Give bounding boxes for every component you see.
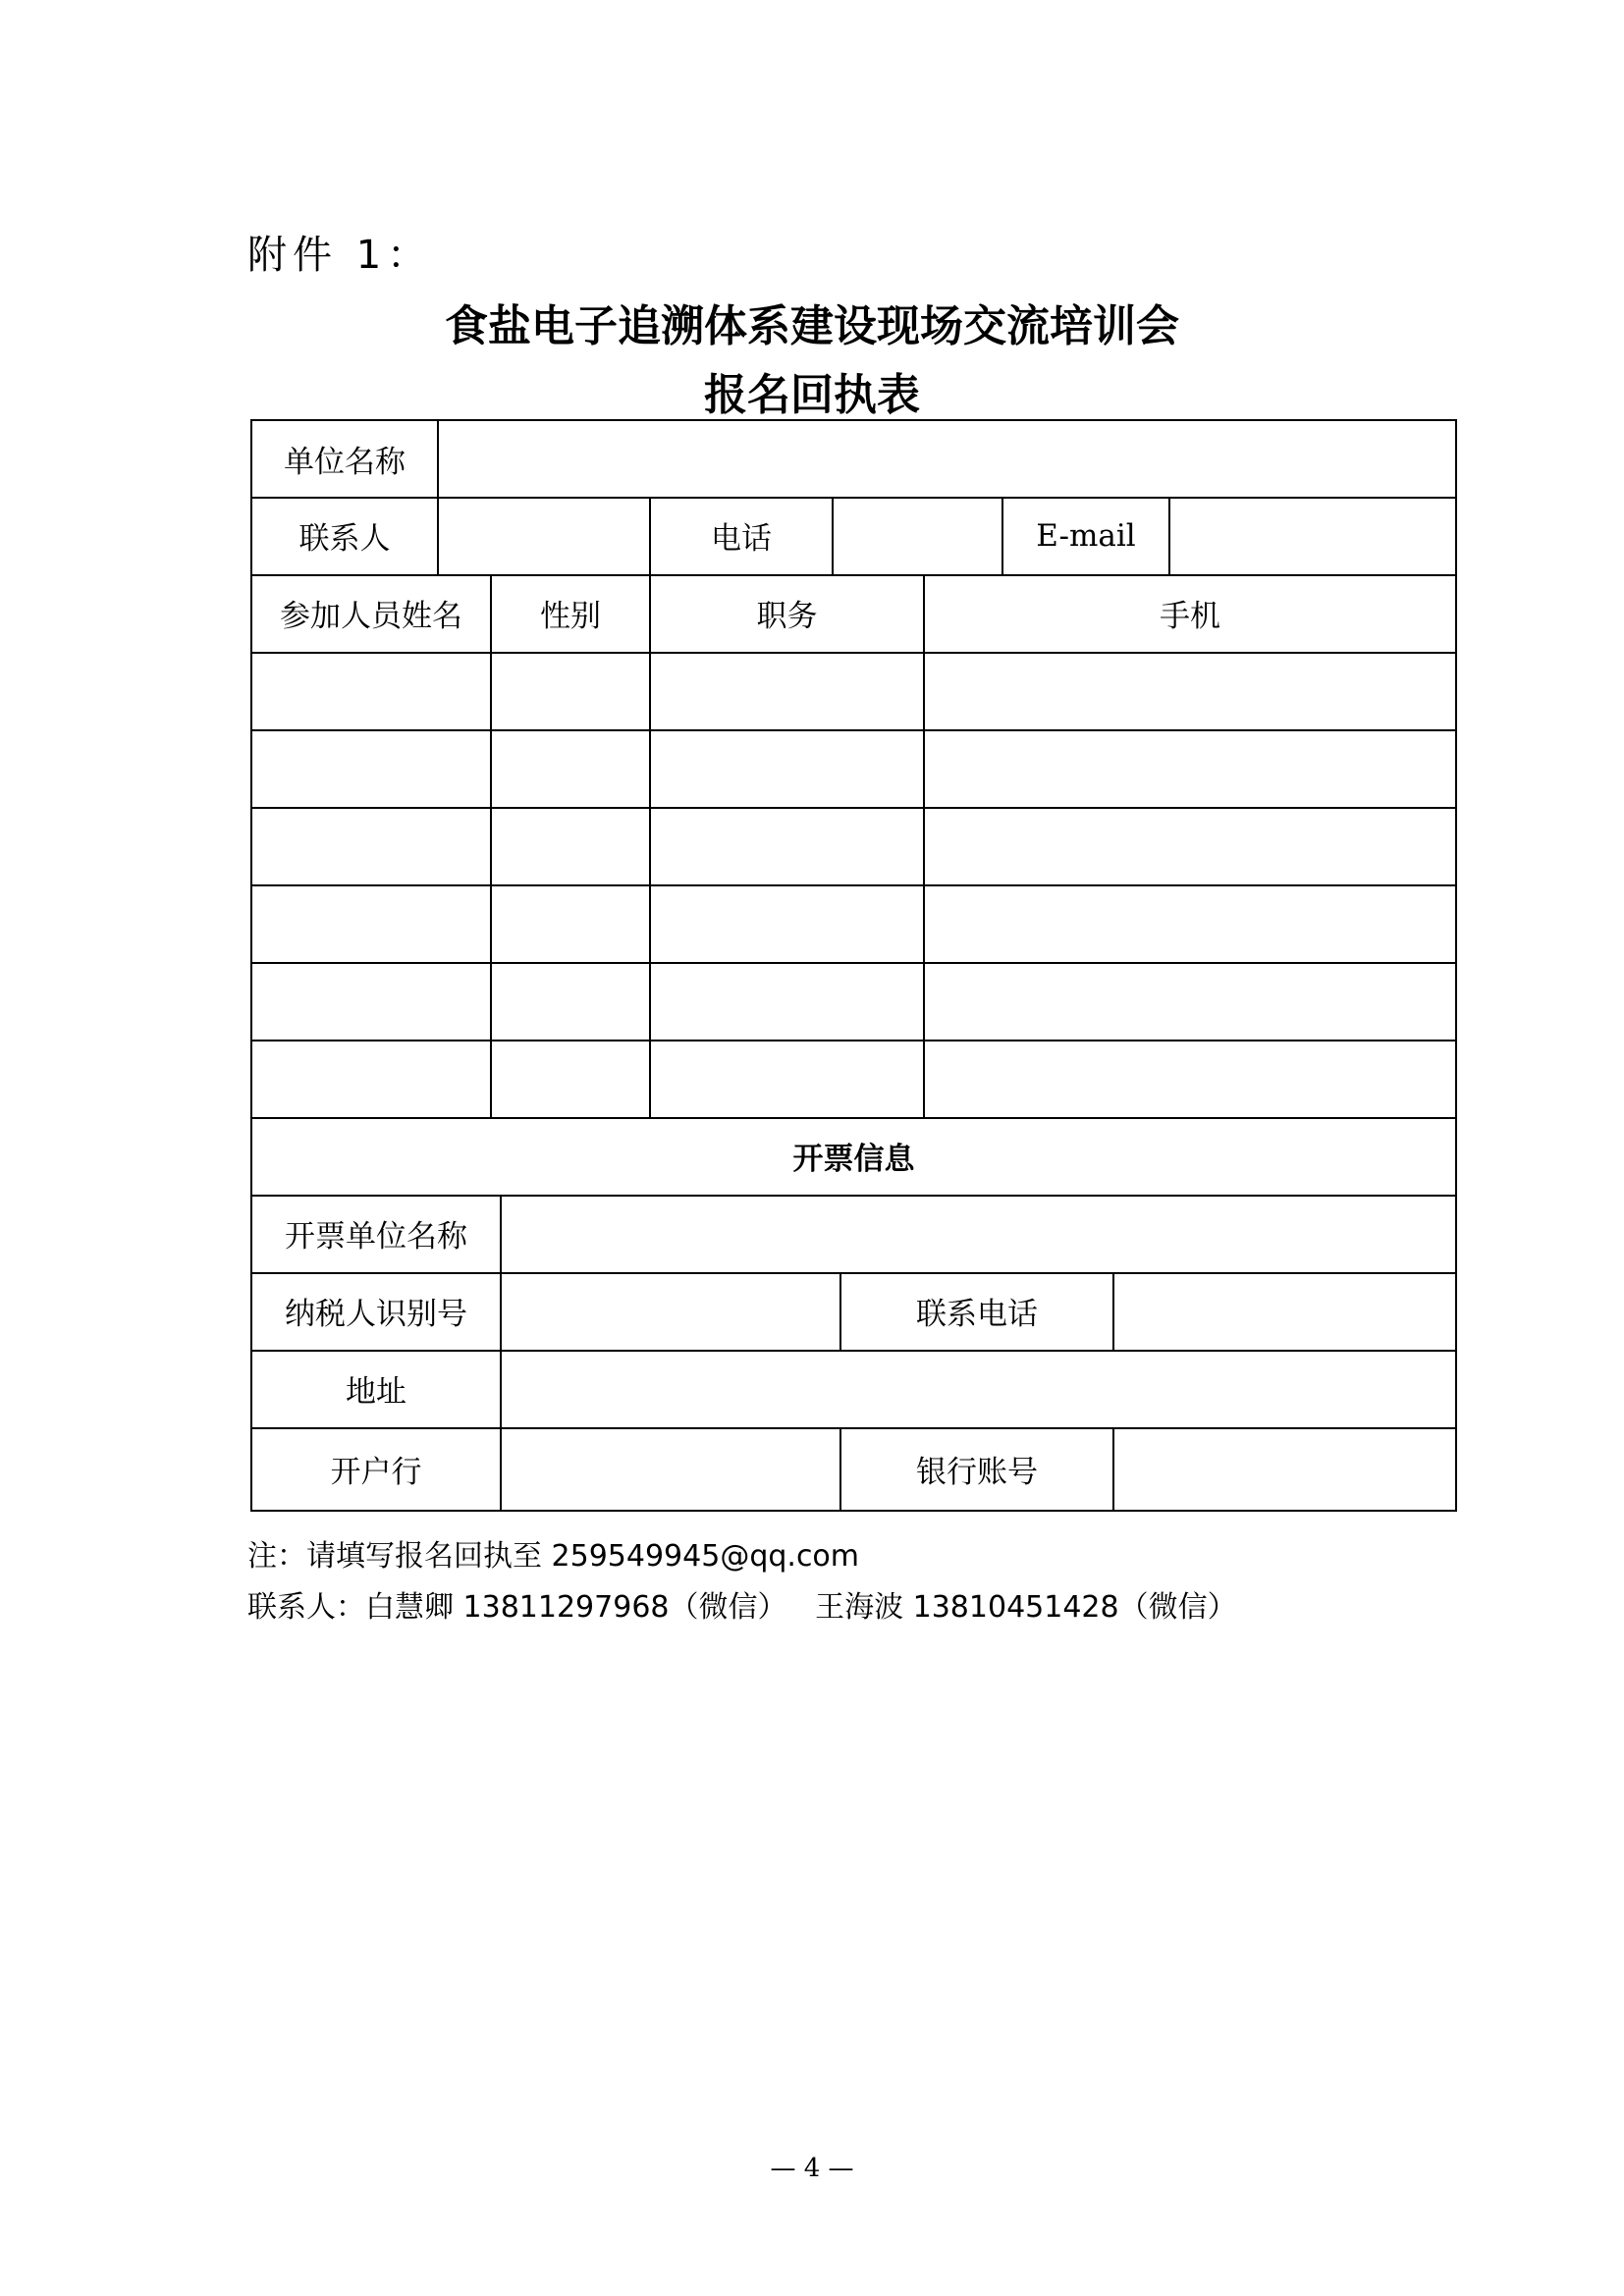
page-number: — 4 — — [770, 2154, 854, 2183]
email-label: E-mail — [1036, 517, 1136, 554]
invoice-unit-name-label: 开票单位名称 — [285, 1219, 467, 1255]
participant-row[interactable] — [252, 1040, 1455, 1117]
contact-person-field[interactable] — [439, 497, 649, 574]
phone-field[interactable] — [834, 497, 1001, 574]
note-contacts: 联系人：白慧卿 13811297968（微信） 王海波 13810451428（微信） — [247, 1590, 1237, 1625]
taxpayer-id-label: 纳税人识别号 — [285, 1297, 467, 1332]
address-label: 地址 — [346, 1374, 406, 1410]
participant-position-header: 职务 — [756, 599, 818, 634]
participant-row[interactable] — [252, 729, 1455, 807]
invoice-unit-name-field[interactable] — [502, 1195, 1455, 1272]
unit-name-field[interactable] — [439, 421, 1455, 497]
address-field[interactable] — [502, 1350, 1455, 1427]
participant-row[interactable] — [252, 962, 1455, 1040]
participant-row[interactable] — [252, 652, 1455, 729]
bank-label: 开户行 — [330, 1454, 422, 1490]
bank-field[interactable] — [502, 1427, 839, 1510]
taxpayer-id-field[interactable] — [502, 1272, 839, 1350]
participant-row[interactable] — [252, 807, 1455, 884]
participant-gender-header: 性别 — [540, 599, 601, 634]
attachment-label: 附件 1： — [247, 233, 433, 278]
contact-phone-label: 联系电话 — [916, 1297, 1038, 1332]
registration-form-table — [250, 419, 1457, 1512]
bank-account-field[interactable] — [1114, 1427, 1455, 1510]
unit-name-label: 单位名称 — [284, 445, 406, 480]
email-field[interactable] — [1170, 497, 1455, 574]
contact-person-label: 联系人 — [298, 521, 391, 557]
phone-label: 电话 — [711, 521, 772, 557]
invoice-section-header: 开票信息 — [792, 1142, 915, 1177]
form-title: 食盐电子追溯体系建设现场交流培训会 — [445, 301, 1179, 351]
participant-row[interactable] — [252, 884, 1455, 962]
participant-mobile-header: 手机 — [1160, 599, 1220, 634]
participant-name-header: 参加人员姓名 — [280, 599, 462, 634]
contact-phone-field[interactable] — [1114, 1272, 1455, 1350]
form-subtitle: 报名回执表 — [704, 370, 920, 420]
note-email: 注：请填写报名回执至 259549945@qq.com — [247, 1539, 860, 1574]
bank-account-label: 银行账号 — [916, 1454, 1038, 1490]
